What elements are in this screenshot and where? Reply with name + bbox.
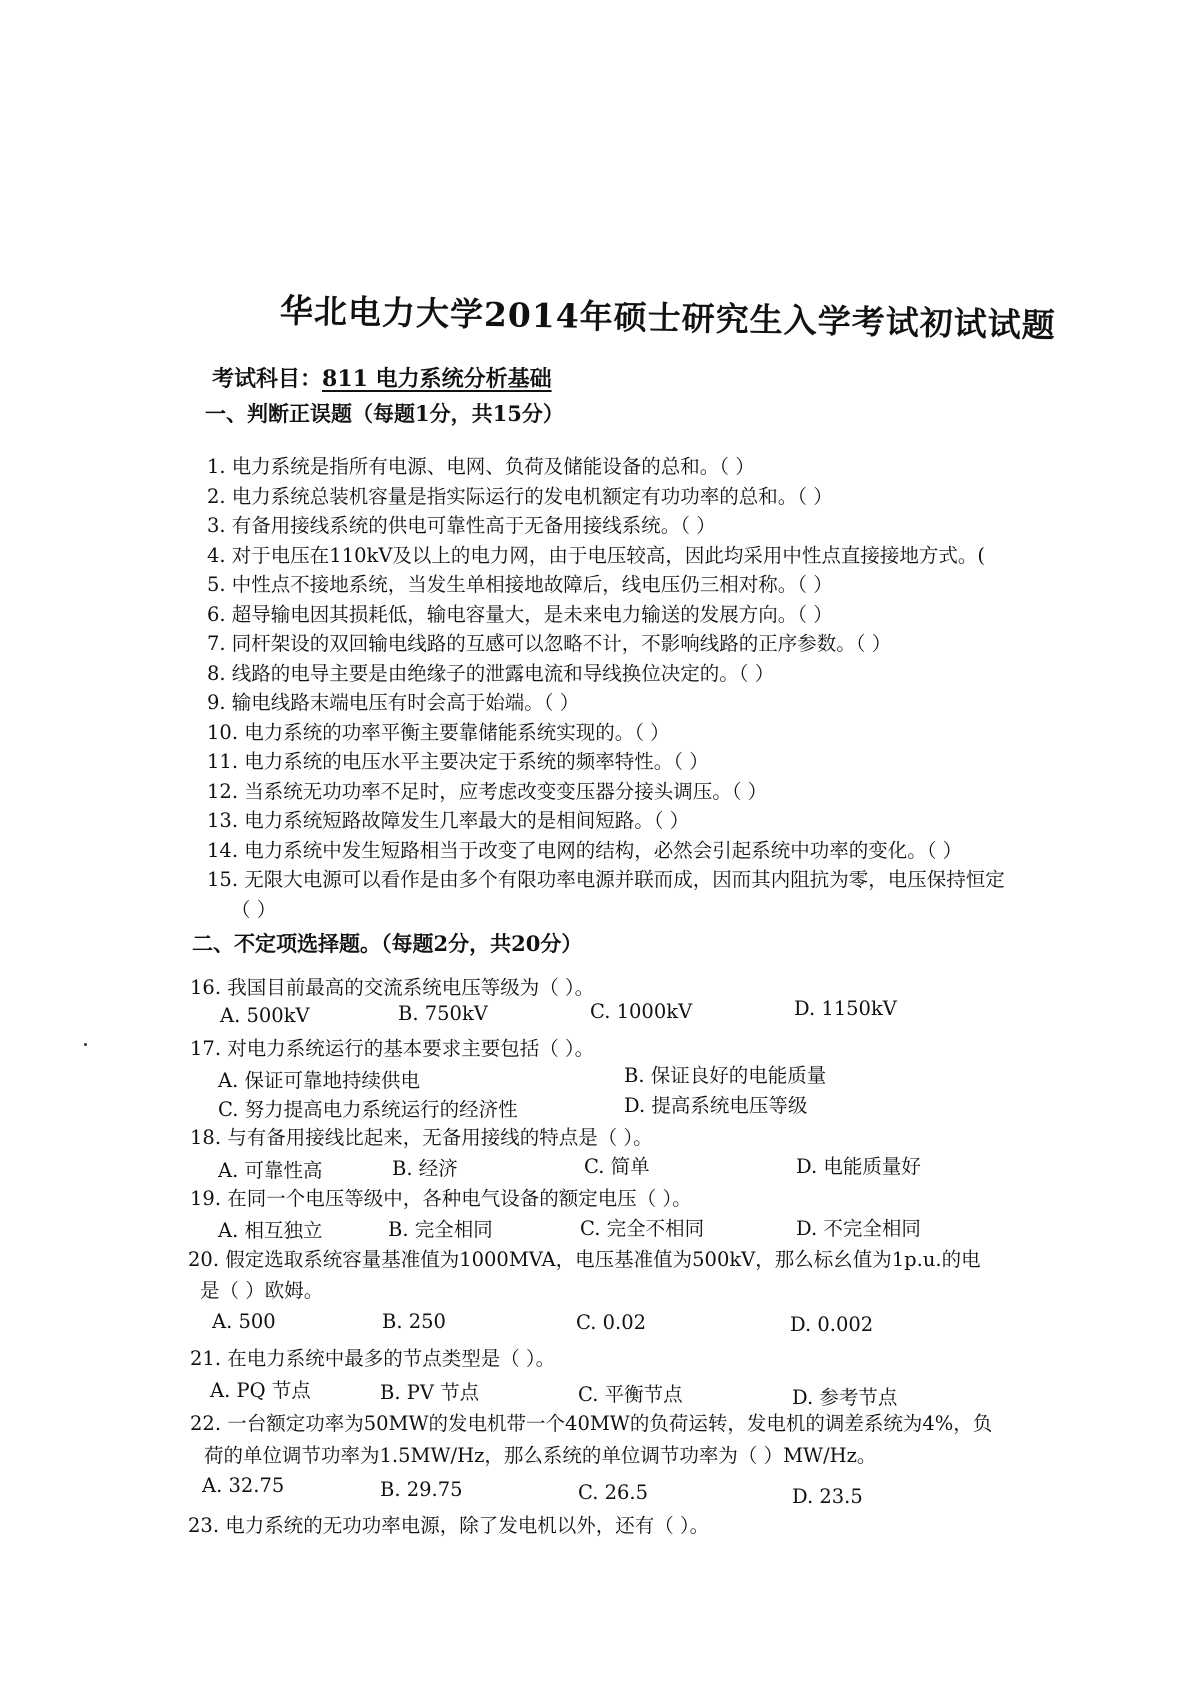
q16-option-b: B. 750kV bbox=[398, 1002, 488, 1025]
q20-option-d: D. 0.002 bbox=[790, 1313, 874, 1336]
tf-question-15-answer: （ ） bbox=[231, 897, 277, 921]
section1-heading: 一、判断正误题（每题1分，共15分） bbox=[205, 401, 564, 426]
mc-question-22-cont: 荷的单位调节功率为1.5MW/Hz，那么系统的单位调节功率为（ ）MW/Hz。 bbox=[204, 1444, 877, 1467]
q17-option-a: A. 保证可靠地持续供电 bbox=[218, 1069, 420, 1092]
tf-question-4: 4. 对于电压在110kV及以上的电力网，由于电压较高，因此均采用中性点直接接地方式。( bbox=[207, 543, 986, 567]
exam-subject bbox=[212, 362, 552, 393]
q20-option-a: A. 500 bbox=[212, 1310, 276, 1333]
tf-question-5: 5. 中性点不接地系统，当发生单相接地故障后，线电压仍三相对称。（ ） bbox=[207, 573, 833, 596]
mc-question-21: 21. 在电力系统中最多的节点类型是（ ）。 bbox=[190, 1347, 556, 1370]
q22-option-b: B. 29.75 bbox=[380, 1478, 463, 1501]
q19-option-b: B. 完全相同 bbox=[388, 1218, 493, 1241]
mc-question-16: 16. 我国目前最高的交流系统电压等级为（ ）。 bbox=[190, 976, 595, 999]
q18-option-a: A. 可靠性高 bbox=[218, 1159, 323, 1182]
q22-option-a: A. 32.75 bbox=[202, 1474, 285, 1497]
tf-question-7: 7. 同杆架设的双回输电线路的互感可以忽略不计，不影响线路的正序参数。（ ） bbox=[207, 632, 892, 655]
q16-option-c: C. 1000kV bbox=[590, 1000, 693, 1023]
q18-option-d: D. 电能质量好 bbox=[796, 1155, 921, 1178]
q20-option-b: B. 250 bbox=[382, 1310, 446, 1333]
subject-code: 811 电力系统分析基础 bbox=[322, 366, 552, 392]
q21-option-c: C. 平衡节点 bbox=[578, 1383, 683, 1406]
tf-question-11: 11. 电力系统的电压水平主要决定于系统的频率特性。（ ） bbox=[207, 750, 709, 773]
section2-heading: 二、不定项选择题。（每题2分，共20分） bbox=[192, 931, 583, 956]
q19-option-c: C. 完全不相同 bbox=[580, 1217, 705, 1240]
mc-question-18: 18. 与有备用接线比起来，无备用接线的特点是（ ）。 bbox=[190, 1126, 653, 1149]
q18-option-c: C. 简单 bbox=[584, 1155, 650, 1178]
tf-question-10: 10. 电力系统的功率平衡主要靠储能系统实现的。（ ） bbox=[207, 720, 670, 744]
tf-question-14: 14. 电力系统中发生短路相当于改变了电网的结构，必然会引起系统中功率的变化。（ ） bbox=[207, 838, 963, 862]
q22-option-c: C. 26.5 bbox=[578, 1481, 649, 1504]
tf-question-15: 15. 无限大电源可以看作是由多个有限功率电源并联而成，因而其内阻抗为零，电压保持恒定 bbox=[207, 868, 1005, 891]
q19-option-a: A. 相互独立 bbox=[218, 1219, 323, 1242]
tf-question-6: 6. 超导输电因其损耗低，输电容量大，是未来电力输送的发展方向。（ ） bbox=[207, 602, 833, 626]
q17-option-b: B. 保证良好的电能质量 bbox=[624, 1064, 827, 1087]
mc-question-20-cont: 是（ ）欧姆。 bbox=[200, 1279, 324, 1302]
mc-question-23: 23. 电力系统的无功功率电源，除了发电机以外，还有（ ）。 bbox=[188, 1514, 710, 1537]
q22-option-d: D. 23.5 bbox=[792, 1485, 863, 1508]
tf-question-2: 2. 电力系统总装机容量是指实际运行的发电机额定有功功率的总和。（ ） bbox=[207, 484, 833, 508]
tf-question-1: 1. 电力系统是指所有电源、电网、负荷及储能设备的总和。（ ） bbox=[207, 455, 755, 478]
q21-option-d: D. 参考节点 bbox=[792, 1386, 898, 1409]
tf-question-13: 13. 电力系统短路故障发生几率最大的是相间短路。（ ） bbox=[207, 809, 690, 832]
q18-option-b: B. 经济 bbox=[392, 1157, 458, 1180]
tf-question-3: 3. 有备用接线系统的供电可靠性高于无备用接线系统。（ ） bbox=[207, 514, 716, 537]
q21-option-b: B. PV 节点 bbox=[380, 1381, 480, 1404]
tf-question-8: 8. 线路的电导主要是由绝缘子的泄露电流和导线换位决定的。（ ） bbox=[207, 661, 775, 685]
q17-option-d: D. 提高系统电压等级 bbox=[624, 1094, 808, 1117]
mc-question-19: 19. 在同一个电压等级中，各种电气设备的额定电压（ ）。 bbox=[190, 1187, 692, 1210]
mc-question-22: 22. 一台额定功率为50MW的发电机带一个40MW的负荷运转，发电机的调差系统为4%，负 bbox=[190, 1412, 993, 1435]
exam-title: 华北电力大学2014年硕士研究生入学考试初试试题 bbox=[279, 291, 1057, 345]
q16-option-a: A. 500kV bbox=[220, 1004, 310, 1027]
true-false-list bbox=[207, 452, 1077, 924]
mc-question-20: 20. 假定选取系统容量基准值为1000MVA，电压基准值为500kV，那么标幺值为1p.u.的电 bbox=[188, 1248, 981, 1271]
mc-question-17: 17. 对电力系统运行的基本要求主要包括（ ）。 bbox=[190, 1037, 595, 1060]
tf-question-12: 12. 当系统无功功率不足时，应考虑改变变压器分接头调压。（ ） bbox=[207, 779, 768, 803]
scan-speck bbox=[84, 1043, 87, 1046]
tf-question-9: 9. 输电线路末端电压有时会高于始端。（ ） bbox=[207, 691, 580, 714]
q21-option-a: A. PQ 节点 bbox=[210, 1379, 311, 1402]
q17-option-c: C. 努力提高电力系统运行的经济性 bbox=[218, 1098, 518, 1121]
q16-option-d: D. 1150kV bbox=[794, 997, 897, 1020]
subject-label: 考试科目： bbox=[212, 366, 323, 392]
q19-option-d: D. 不完全相同 bbox=[796, 1217, 921, 1240]
q20-option-c: C. 0.02 bbox=[576, 1311, 647, 1334]
